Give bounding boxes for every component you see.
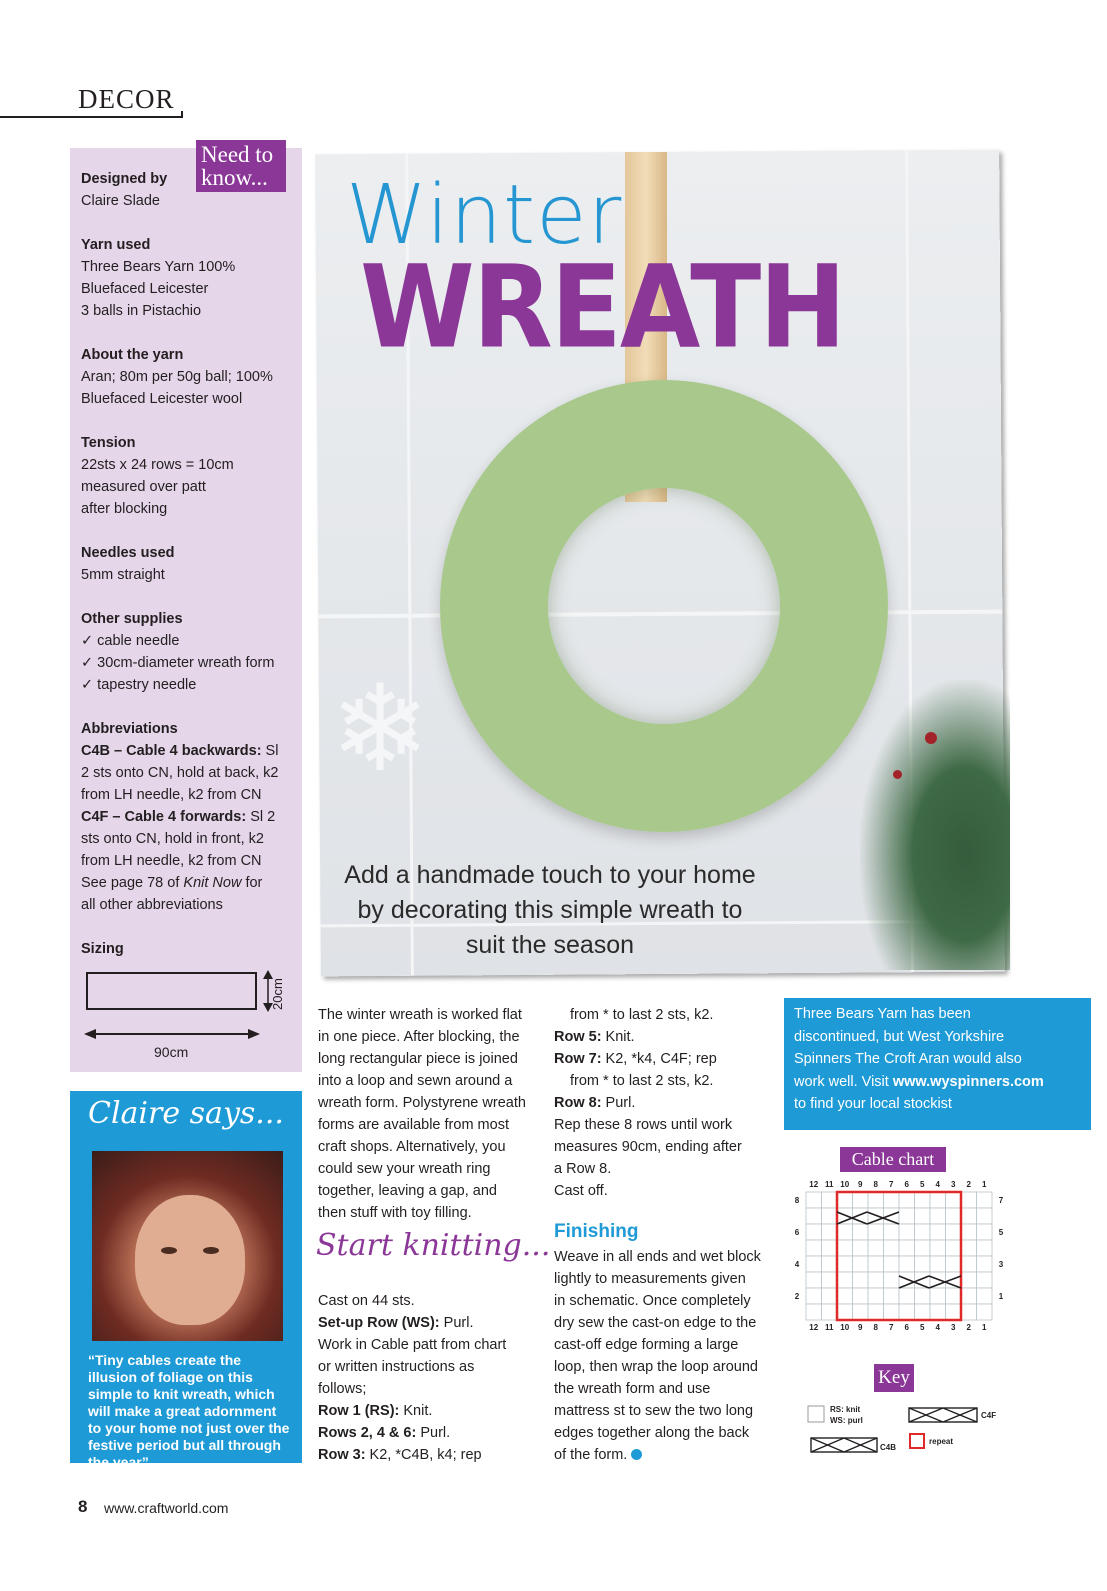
chart-cell bbox=[806, 1224, 822, 1240]
snowflake-icon: ❄ bbox=[330, 660, 431, 799]
key-c4b: C4B bbox=[880, 1443, 897, 1452]
chart-cell bbox=[822, 1208, 838, 1224]
row-label: Row 3: bbox=[318, 1447, 366, 1463]
chart-cell bbox=[884, 1288, 900, 1304]
chart-cell bbox=[899, 1288, 915, 1304]
chart-cell bbox=[899, 1304, 915, 1320]
finishing-line: Weave in all ends and wet block bbox=[554, 1249, 761, 1265]
chart-cell bbox=[930, 1256, 946, 1272]
chart-cell bbox=[977, 1192, 993, 1208]
cable-chart-label: Cable chart bbox=[840, 1147, 946, 1172]
finishing-heading: Finishing bbox=[554, 1221, 639, 1242]
intro-line: forms are available from most bbox=[318, 1117, 509, 1133]
chart-cell bbox=[977, 1208, 993, 1224]
yarn-label: Yarn used bbox=[81, 237, 151, 253]
chart-cell bbox=[977, 1240, 993, 1256]
chart-cell bbox=[899, 1240, 915, 1256]
chart-cell bbox=[806, 1192, 822, 1208]
chart-row-number: 7 bbox=[998, 1196, 1004, 1205]
rep-line: Rep these 8 rows until work bbox=[554, 1117, 733, 1133]
key-ws-purl: WS: purl bbox=[830, 1416, 863, 1425]
c4b-def: Sl bbox=[261, 743, 279, 759]
chart-column-number: 6 bbox=[904, 1323, 909, 1332]
page-number: 8 bbox=[78, 1497, 88, 1516]
supply-item: ✓ cable needle bbox=[81, 633, 180, 649]
intro-line: long rectangular piece is joined bbox=[318, 1051, 518, 1067]
note-line: Three Bears Yarn has been bbox=[794, 1006, 971, 1022]
chart-row-number: 3 bbox=[998, 1260, 1004, 1269]
row-label: Row 5: bbox=[554, 1029, 602, 1045]
chart-cell bbox=[915, 1304, 931, 1320]
chart-cell bbox=[977, 1272, 993, 1288]
finishing-line: of the form. bbox=[554, 1447, 628, 1463]
chart-cell bbox=[822, 1304, 838, 1320]
chart-cell bbox=[930, 1240, 946, 1256]
hero-subtitle-line: Add a handmade touch to your home bbox=[344, 861, 756, 889]
row-text: from * to last 2 sts, k2. bbox=[570, 1007, 714, 1023]
chart-cell bbox=[884, 1304, 900, 1320]
chart-grid bbox=[806, 1192, 992, 1320]
chart-cell bbox=[946, 1208, 962, 1224]
row-text: Purl. bbox=[601, 1095, 636, 1111]
pattern-text-continued bbox=[554, 1004, 784, 1202]
chart-cell bbox=[977, 1224, 993, 1240]
chart-column-number: 2 bbox=[966, 1323, 971, 1332]
chart-column-number: 7 bbox=[889, 1180, 894, 1189]
chart-cell bbox=[915, 1240, 931, 1256]
chart-column-number: 12 bbox=[809, 1323, 819, 1332]
c4b-key-symbol bbox=[811, 1438, 877, 1452]
chart-cell bbox=[837, 1288, 853, 1304]
chart-cell bbox=[853, 1240, 869, 1256]
need-to-know-badge: Need to know... bbox=[196, 140, 286, 192]
needles-label: Needles used bbox=[81, 545, 175, 561]
about-line: Aran; 80m per 50g ball; 100% bbox=[81, 369, 273, 385]
rep-line: measures 90cm, ending after bbox=[554, 1139, 742, 1155]
chart-cell bbox=[946, 1192, 962, 1208]
work-line: or written instructions as bbox=[318, 1359, 475, 1375]
finishing-line: the wreath form and use bbox=[554, 1381, 711, 1397]
finishing-line: dry sew the cast-on edge to the bbox=[554, 1315, 757, 1331]
width-arrow-icon bbox=[84, 1028, 260, 1040]
title-wreath: WREATH bbox=[360, 240, 845, 375]
berry-icon bbox=[925, 732, 937, 744]
chart-cell bbox=[915, 1208, 931, 1224]
about-label: About the yarn bbox=[81, 347, 184, 363]
c4f-def: sts onto CN, hold in front, k2 bbox=[81, 831, 264, 847]
intro-line: could sew your wreath ring bbox=[318, 1161, 491, 1177]
chart-cell bbox=[961, 1304, 977, 1320]
yarn-substitute-note bbox=[784, 998, 1091, 1130]
intro-line: craft shops. Alternatively, you bbox=[318, 1139, 506, 1155]
sizing-height: 20cm bbox=[270, 978, 285, 1010]
eye-icon bbox=[203, 1247, 219, 1254]
chart-cell bbox=[961, 1208, 977, 1224]
see-page-text: for bbox=[241, 875, 263, 891]
finishing-line: edges together along the back bbox=[554, 1425, 750, 1441]
chart-cell bbox=[837, 1240, 853, 1256]
tension-line: after blocking bbox=[81, 501, 168, 517]
chart-cell bbox=[822, 1272, 838, 1288]
c4f-key-symbol bbox=[909, 1408, 977, 1422]
about-line: Bluefaced Leicester wool bbox=[81, 391, 243, 407]
chart-row-number: 8 bbox=[794, 1196, 800, 1205]
chart-cell bbox=[961, 1288, 977, 1304]
chart-cell bbox=[915, 1224, 931, 1240]
chart-cell bbox=[961, 1272, 977, 1288]
other-supplies bbox=[81, 608, 299, 696]
chart-cell bbox=[822, 1192, 838, 1208]
section-rule bbox=[0, 116, 183, 118]
supply-item: ✓ 30cm-diameter wreath form bbox=[81, 655, 275, 671]
finishing-line: loop, then wrap the loop around bbox=[554, 1359, 758, 1375]
c4b-def: from LH needle, k2 from CN bbox=[81, 787, 262, 803]
chart-row-number: 6 bbox=[794, 1228, 800, 1237]
key-rs-knit: RS: knit bbox=[830, 1405, 861, 1414]
chart-cell bbox=[977, 1256, 993, 1272]
chart-cell bbox=[899, 1192, 915, 1208]
c4f-def: Sl 2 bbox=[246, 809, 276, 825]
chart-column-numbers-bottom bbox=[809, 1323, 987, 1332]
chart-cell bbox=[837, 1224, 853, 1240]
finishing-line: in schematic. Once completely bbox=[554, 1293, 751, 1309]
chart-cell bbox=[853, 1272, 869, 1288]
note-line: discontinued, but West Yorkshire bbox=[794, 1028, 1005, 1045]
row-text: Knit. bbox=[601, 1029, 635, 1045]
intro-line: wreath form. Polystyrene wreath bbox=[318, 1095, 526, 1111]
key-label: Key bbox=[874, 1364, 914, 1392]
chart-cell bbox=[930, 1208, 946, 1224]
note-line: to find your local stockist bbox=[794, 1096, 952, 1112]
tension-label: Tension bbox=[81, 435, 136, 451]
claire-says-title: Claire says... bbox=[88, 1096, 284, 1131]
chart-cell bbox=[884, 1192, 900, 1208]
chart-cell bbox=[961, 1256, 977, 1272]
chart-column-number: 4 bbox=[935, 1180, 940, 1189]
chart-cell bbox=[930, 1224, 946, 1240]
chart-cell bbox=[806, 1208, 822, 1224]
chart-cell bbox=[822, 1224, 838, 1240]
hero-subtitle-line: by decorating this simple wreath to bbox=[357, 896, 743, 924]
abbreviations bbox=[81, 718, 299, 916]
chart-cell bbox=[822, 1240, 838, 1256]
c4b-def: 2 sts onto CN, hold at back, k2 bbox=[81, 765, 279, 781]
christmas-tree-branch bbox=[860, 680, 1010, 970]
see-page-text: all other abbreviations bbox=[81, 897, 223, 913]
chart-cell bbox=[977, 1288, 993, 1304]
designer-name: Claire Slade bbox=[81, 193, 160, 209]
designed-by bbox=[81, 168, 299, 212]
chart-column-number: 2 bbox=[966, 1180, 971, 1189]
finishing-line: mattress st to sew the two long bbox=[554, 1403, 754, 1419]
chart-cell bbox=[868, 1256, 884, 1272]
row-text: Knit. bbox=[399, 1403, 433, 1419]
chart-column-number: 8 bbox=[873, 1180, 878, 1189]
sizing-width: 90cm bbox=[154, 1044, 189, 1060]
c4b-term: C4B – Cable 4 backwards: bbox=[81, 743, 262, 759]
chart-cell bbox=[946, 1240, 962, 1256]
designed-label: Designed by bbox=[81, 171, 168, 187]
chart-cell bbox=[915, 1288, 931, 1304]
chart-cell bbox=[977, 1304, 993, 1320]
chart-cell bbox=[915, 1192, 931, 1208]
chart-cell bbox=[884, 1224, 900, 1240]
chart-key bbox=[805, 1398, 1020, 1460]
designer-face bbox=[135, 1195, 245, 1325]
chart-row-number: 5 bbox=[998, 1228, 1004, 1237]
chart-column-number: 4 bbox=[935, 1323, 940, 1332]
claire-quote: “Tiny cables create the illusion of foliage on this simple to knit wreath, which will make a great adornment to your home not just over the festive period but all through the year” bbox=[88, 1352, 290, 1470]
sizing-schematic bbox=[86, 972, 257, 1010]
knit-purl-swatch bbox=[808, 1406, 824, 1422]
cast-on: Cast on 44 sts. bbox=[318, 1293, 415, 1309]
c4f-def: from LH needle, k2 from CN bbox=[81, 853, 262, 869]
intro-line: into a loop and sewn around a bbox=[318, 1073, 513, 1089]
row-label: Row 7: bbox=[554, 1051, 602, 1067]
chart-cell bbox=[884, 1272, 900, 1288]
chart-cell bbox=[961, 1240, 977, 1256]
chart-column-number: 7 bbox=[889, 1323, 894, 1332]
chart-cell bbox=[806, 1304, 822, 1320]
chart-cell bbox=[899, 1208, 915, 1224]
section-title: DECOR bbox=[78, 84, 175, 114]
tension-line: measured over patt bbox=[81, 479, 206, 495]
chart-column-number: 9 bbox=[858, 1323, 863, 1332]
repeat-key-swatch bbox=[910, 1434, 924, 1448]
hero-subtitle bbox=[330, 858, 770, 963]
chart-cell bbox=[868, 1224, 884, 1240]
chart-cell bbox=[930, 1192, 946, 1208]
needles-used bbox=[81, 542, 299, 586]
row-text: from * to last 2 sts, k2. bbox=[570, 1073, 714, 1089]
chart-column-numbers-top bbox=[809, 1180, 987, 1189]
note-line: work well. Visit bbox=[794, 1073, 893, 1090]
finishing-text bbox=[554, 1246, 784, 1466]
chart-column-number: 3 bbox=[951, 1180, 956, 1189]
chart-cell bbox=[884, 1240, 900, 1256]
row-text: Purl. bbox=[416, 1425, 451, 1441]
chart-column-number: 12 bbox=[809, 1180, 819, 1189]
berry-icon bbox=[893, 770, 902, 779]
chart-cell bbox=[868, 1288, 884, 1304]
chart-column-number: 11 bbox=[825, 1180, 834, 1189]
chart-cell bbox=[806, 1256, 822, 1272]
chart-cell bbox=[915, 1256, 931, 1272]
finishing-line: lightly to measurements given bbox=[554, 1271, 746, 1287]
intro-line: together, leaving a gap, and bbox=[318, 1183, 497, 1199]
work-line: follows; bbox=[318, 1381, 367, 1397]
sizing bbox=[81, 938, 299, 960]
tension bbox=[81, 432, 299, 520]
section-rule-tick bbox=[181, 111, 183, 118]
start-knitting-heading: Start knitting... bbox=[316, 1228, 551, 1263]
magazine-name: Knit Now bbox=[183, 875, 242, 891]
chart-cell bbox=[822, 1288, 838, 1304]
yarn-line: Bluefaced Leicester bbox=[81, 281, 209, 297]
chart-cell bbox=[806, 1240, 822, 1256]
chart-cell bbox=[930, 1304, 946, 1320]
abbr-label: Abbreviations bbox=[81, 721, 178, 737]
chart-column-number: 8 bbox=[873, 1323, 878, 1332]
chart-cell bbox=[946, 1224, 962, 1240]
sizing-label: Sizing bbox=[81, 941, 124, 957]
chart-column-number: 3 bbox=[951, 1323, 956, 1332]
chart-cell bbox=[899, 1224, 915, 1240]
chart-column-number: 10 bbox=[840, 1180, 850, 1189]
chart-cell bbox=[961, 1224, 977, 1240]
chart-cell bbox=[884, 1256, 900, 1272]
chart-column-number: 1 bbox=[982, 1323, 987, 1332]
c4f-term: C4F – Cable 4 forwards: bbox=[81, 809, 247, 825]
row-label: Rows 2, 4 & 6: bbox=[318, 1425, 417, 1441]
chart-cell bbox=[837, 1304, 853, 1320]
chart-row-number: 2 bbox=[794, 1292, 800, 1301]
finishing-line: cast-off edge forming a large bbox=[554, 1337, 739, 1353]
key-c4f: C4F bbox=[981, 1411, 997, 1420]
chart-cell bbox=[806, 1288, 822, 1304]
yarn-line: 3 balls in Pistachio bbox=[81, 303, 202, 319]
chart-cell bbox=[961, 1192, 977, 1208]
end-mark-icon bbox=[631, 1449, 642, 1460]
chart-row-number: 4 bbox=[794, 1260, 800, 1269]
chart-cell bbox=[946, 1304, 962, 1320]
rep-line: a Row 8. bbox=[554, 1161, 612, 1177]
row-text: Purl. bbox=[439, 1315, 474, 1331]
chart-cell bbox=[930, 1288, 946, 1304]
chart-cell bbox=[853, 1256, 869, 1272]
footer-url[interactable]: www.craftworld.com bbox=[104, 1500, 229, 1516]
chart-cell bbox=[868, 1272, 884, 1288]
chart-cell bbox=[853, 1224, 869, 1240]
needles-value: 5mm straight bbox=[81, 567, 165, 583]
chart-column-number: 5 bbox=[920, 1180, 925, 1189]
chart-cell bbox=[853, 1288, 869, 1304]
chart-column-number: 1 bbox=[982, 1180, 987, 1189]
yarn-line: Three Bears Yarn 100% bbox=[81, 259, 236, 275]
note-line: Spinners The Croft Aran would also bbox=[794, 1051, 1022, 1067]
row-label: Row 8: bbox=[554, 1095, 602, 1111]
intro-line: The winter wreath is worked flat bbox=[318, 1007, 522, 1023]
cast-off: Cast off. bbox=[554, 1183, 608, 1199]
hero-subtitle-line: suit the season bbox=[465, 931, 635, 959]
intro-text bbox=[318, 1004, 548, 1224]
chart-cell bbox=[853, 1192, 869, 1208]
about-yarn bbox=[81, 344, 299, 410]
row-label: Row 1 (RS): bbox=[318, 1403, 400, 1419]
chart-column-number: 5 bbox=[920, 1323, 925, 1332]
chart-cell bbox=[853, 1304, 869, 1320]
chart-cell bbox=[822, 1256, 838, 1272]
supplies-label: Other supplies bbox=[81, 611, 183, 627]
chart-cell bbox=[868, 1240, 884, 1256]
intro-line: in one piece. After blocking, the bbox=[318, 1029, 520, 1045]
chart-cell bbox=[868, 1192, 884, 1208]
eye-icon bbox=[161, 1247, 177, 1254]
chart-cell bbox=[946, 1256, 962, 1272]
yarn-used bbox=[81, 234, 299, 322]
row-label: Set-up Row (WS): bbox=[318, 1315, 440, 1331]
work-line: Work in Cable patt from chart bbox=[318, 1337, 507, 1353]
chart-cell bbox=[806, 1272, 822, 1288]
chart-row-number: 1 bbox=[998, 1292, 1004, 1301]
chart-column-number: 6 bbox=[904, 1180, 909, 1189]
chart-cell bbox=[837, 1272, 853, 1288]
row-text: K2, *C4B, k4; rep bbox=[365, 1447, 482, 1463]
pattern-text bbox=[318, 1290, 548, 1466]
title-winter: Winter bbox=[346, 168, 623, 263]
row-text: K2, *k4, C4F; rep bbox=[601, 1051, 717, 1067]
chart-cell bbox=[868, 1304, 884, 1320]
key-repeat: repeat bbox=[929, 1437, 954, 1446]
chart-column-number: 11 bbox=[825, 1323, 834, 1332]
supply-item: ✓ tapestry needle bbox=[81, 677, 197, 693]
chart-column-number: 9 bbox=[858, 1180, 863, 1189]
see-page-text: See page 78 of bbox=[81, 875, 184, 891]
chart-column-number: 10 bbox=[840, 1323, 850, 1332]
knitted-wreath bbox=[440, 380, 888, 832]
chart-cell bbox=[837, 1192, 853, 1208]
intro-line: then stuff with toy filling. bbox=[318, 1205, 472, 1221]
chart-cell bbox=[899, 1256, 915, 1272]
tension-line: 22sts x 24 rows = 10cm bbox=[81, 457, 234, 473]
chart-cell bbox=[946, 1288, 962, 1304]
stockist-link[interactable]: www.wyspinners.com bbox=[892, 1073, 1044, 1090]
chart-cell bbox=[837, 1256, 853, 1272]
cable-chart bbox=[783, 1172, 1018, 1342]
